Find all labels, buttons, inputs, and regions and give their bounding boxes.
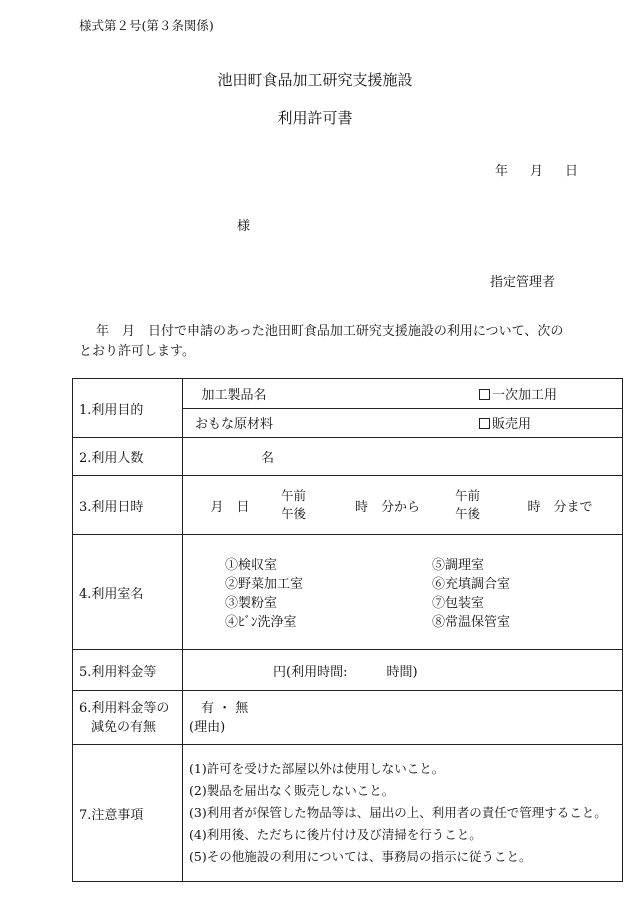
end-ampm[interactable]: 午前 午後 (455, 488, 481, 521)
room-2: ②野菜加工室 (225, 577, 304, 592)
exemption-field[interactable] (183, 691, 623, 745)
datetime-subtable (183, 487, 622, 523)
material-field[interactable] (285, 408, 475, 437)
purpose-label: 1.利用目的 (73, 379, 183, 438)
facility-title: 池田町食品加工研究支援施設 (217, 71, 413, 89)
datetime-row (73, 476, 623, 535)
addressee-suffix: 様 (237, 219, 251, 234)
fee-row (73, 650, 623, 691)
issue-date (495, 160, 578, 179)
room-5: ⑤調理室 (432, 558, 485, 573)
fee-field[interactable]: 円(利用時間: 時間) (183, 650, 623, 691)
notes-label: 7.注意事項 (73, 745, 183, 882)
room-6: ⑥充填調合室 (432, 577, 511, 592)
exemption-row (73, 691, 623, 745)
checkbox-icon[interactable] (479, 389, 490, 400)
people-field[interactable] (183, 438, 623, 476)
date-day: 日 (565, 164, 579, 179)
room-3: ③製粉室 (225, 596, 278, 611)
checkbox-icon[interactable] (479, 418, 490, 429)
people-row (73, 438, 623, 476)
exemption-choice[interactable]: 有 ・ 無 (201, 700, 249, 716)
material-label: おもな原材料 (183, 408, 285, 437)
notes-list (189, 758, 618, 868)
room-check-4[interactable] (183, 611, 221, 630)
sales-option[interactable]: 販売用 (475, 408, 622, 437)
month-day-field[interactable]: 月 日 (210, 499, 250, 515)
room-check-7[interactable] (380, 592, 428, 611)
room-check-2[interactable] (183, 573, 221, 592)
rooms-label: 4.利用室名 (73, 535, 183, 650)
primary-processing-option[interactable]: 一次加工用 (475, 379, 622, 408)
room-4: ④ﾋﾞﾝ洗浄室 (225, 615, 297, 630)
purpose-row (73, 379, 623, 438)
note-item: (1)許可を受けた部屋以外は使用しないこと。 (189, 761, 445, 776)
room-1: ①検収室 (225, 558, 278, 573)
start-time-field[interactable]: 時 分から (354, 499, 420, 515)
exemption-label: 6.利用料金等の 減免の有無 (73, 691, 183, 745)
note-item: (2)製品を届出なく販売しないこと。 (189, 783, 395, 798)
end-time-field[interactable]: 時 分まで (527, 499, 593, 515)
intro-line-1: 年 月 日付で申請のあった池田町食品加工研究支援施設の利用について、次の (96, 324, 564, 339)
people-unit: 名 (261, 451, 275, 466)
designated-manager-label: 指定管理者 (490, 275, 556, 290)
product-name-field[interactable] (285, 379, 475, 408)
intro-line-2: とおり許可します。 (79, 344, 195, 359)
product-name-label: 加工製品名 (201, 387, 267, 403)
exemption-reason: (理由) (189, 719, 226, 735)
permit-table (72, 378, 623, 882)
fee-label: 5.利用料金等 (73, 650, 183, 691)
note-item: (4)利用後、ただちに後片付け及び清掃を行うこと。 (189, 827, 482, 842)
note-item: (3)利用者が保管した物品等は、届出の上、利用者の責任で管理すること。 (189, 805, 607, 820)
rooms-subtable (183, 554, 622, 630)
start-ampm[interactable]: 午前 午後 (281, 488, 307, 521)
room-check-3[interactable] (183, 592, 221, 611)
datetime-label: 3.利用日時 (73, 476, 183, 535)
notes-content (183, 745, 623, 882)
date-month: 月 (530, 164, 544, 179)
rooms-row (73, 535, 623, 650)
room-check-5[interactable] (380, 554, 428, 573)
people-label: 2.利用人数 (73, 438, 183, 476)
notes-row (73, 745, 623, 882)
room-check-6[interactable] (380, 573, 428, 592)
room-7: ⑦包装室 (432, 596, 485, 611)
room-check-1[interactable] (183, 554, 221, 573)
document-title: 利用許可書 (277, 109, 353, 127)
purpose-subtable (183, 379, 622, 437)
form-number-label: 様式第２号(第３条関係) (79, 18, 214, 33)
intro-paragraph (79, 322, 599, 362)
room-check-8[interactable] (380, 611, 428, 630)
date-year: 年 (495, 164, 509, 179)
room-8: ⑧常温保管室 (432, 615, 511, 630)
note-item: (5)その他施設の利用については、事務局の指示に従うこと。 (189, 849, 532, 864)
